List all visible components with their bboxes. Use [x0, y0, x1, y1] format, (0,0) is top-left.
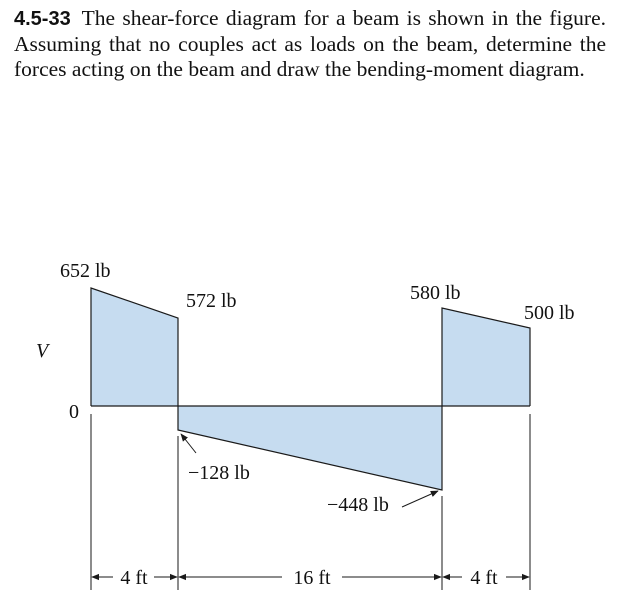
shear-region-right: [442, 308, 530, 406]
problem-number: 4.5-33: [14, 8, 71, 30]
leader-arrow-128: [181, 434, 196, 453]
label-500: 500 lb: [524, 302, 575, 324]
leader-arrow-448: [402, 491, 438, 507]
dim-label-middle: 16 ft: [293, 567, 331, 589]
dim-label-right: 4 ft: [470, 567, 498, 589]
zero-label: 0: [69, 401, 79, 423]
dim-label-left: 4 ft: [120, 567, 148, 589]
label-572: 572 lb: [186, 290, 237, 312]
label-minus-128: −128 lb: [188, 462, 250, 484]
label-652: 652 lb: [60, 260, 111, 282]
label-580: 580 lb: [410, 282, 461, 304]
label-minus-448: −448 lb: [327, 494, 389, 516]
problem-text: The shear-force diagram for a beam is shown in the figure. Assuming that no couples act as loads on the beam, determine the forces acting on the beam and draw the bending-moment diagram.: [14, 6, 606, 81]
shear-region-left: [91, 288, 178, 406]
axis-label-v: V: [36, 340, 49, 362]
